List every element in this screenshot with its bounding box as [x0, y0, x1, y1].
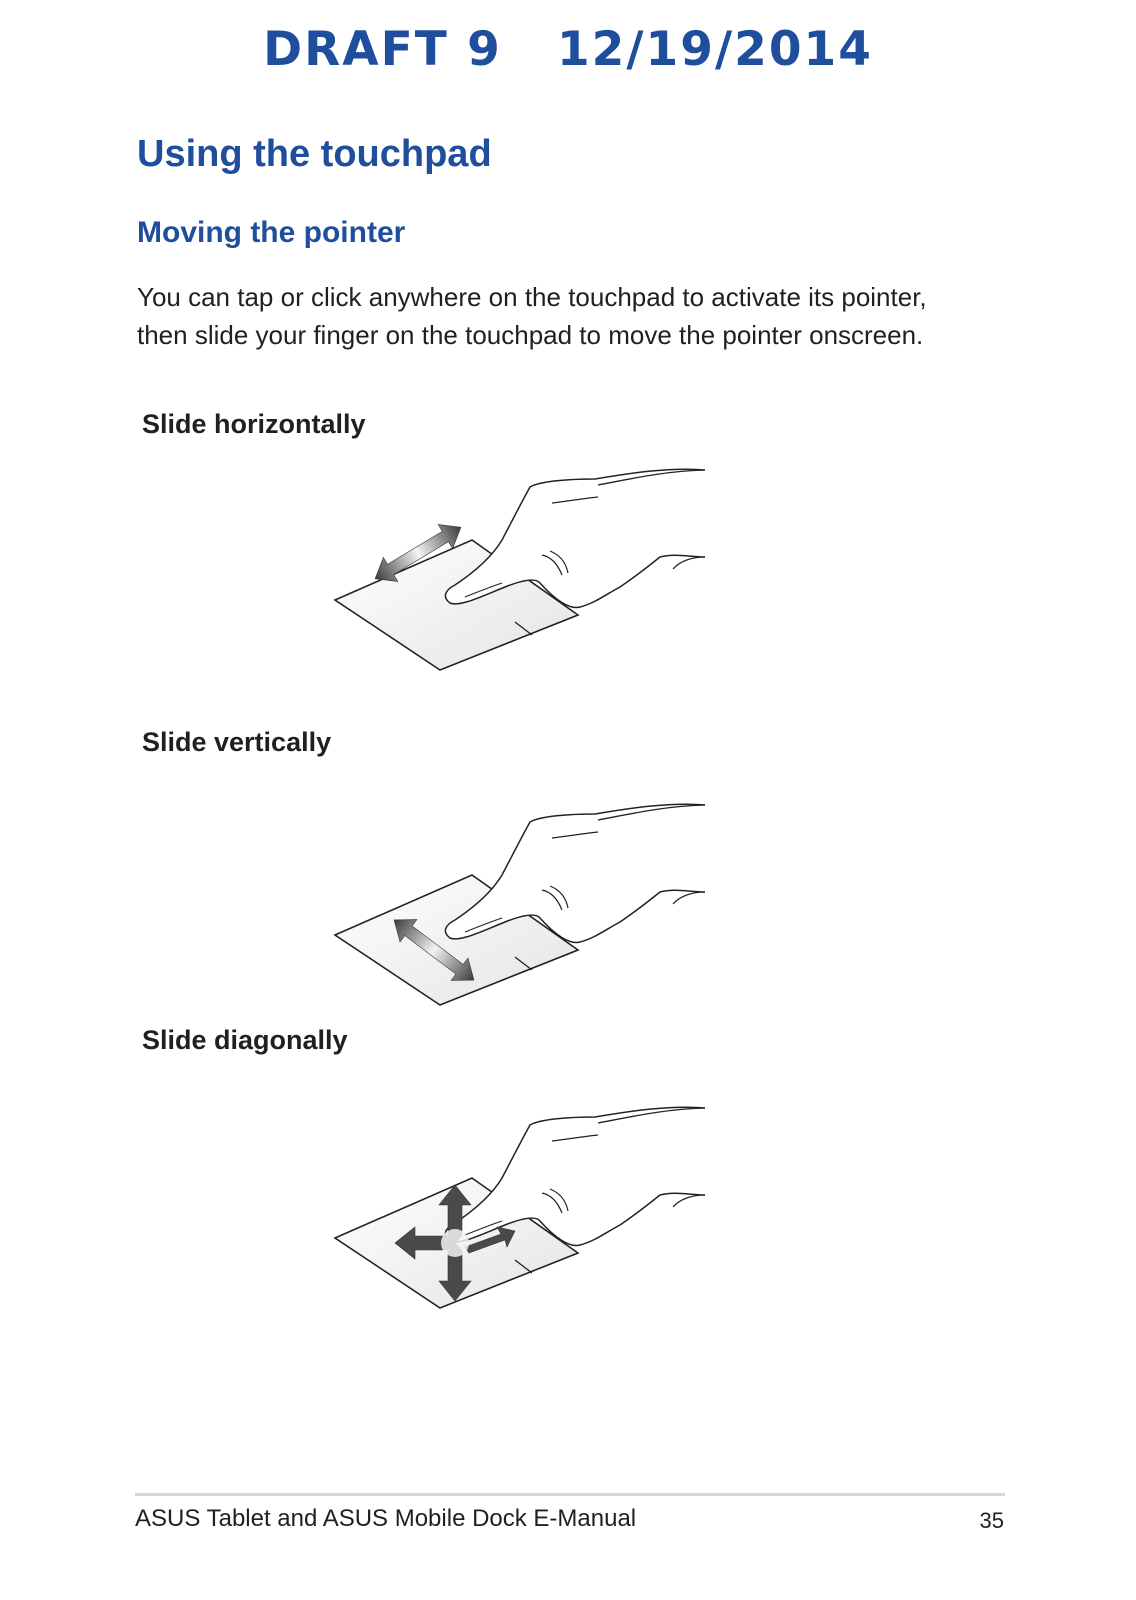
page-number: 35: [979, 1508, 1004, 1533]
touchpad-slide-diagonal-icon: [330, 1103, 720, 1323]
draft-date: 12/19/2014: [556, 22, 873, 77]
gesture-label-horizontal: Slide horizontally: [142, 409, 366, 439]
section-body: [137, 278, 1037, 354]
touchpad-slide-vertical-icon: [330, 800, 720, 1020]
footer-manual-title: ASUS Tablet and ASUS Mobile Dock E-Manual: [135, 1505, 637, 1532]
body-line: then slide your finger on the touchpad to move the pointer onscreen.: [137, 320, 924, 350]
draft-stamp: [0, 22, 1136, 77]
footer-divider: [135, 1493, 1005, 1496]
gesture-label-diagonal: Slide diagonally: [142, 1025, 348, 1055]
gesture-label-vertical: Slide vertically: [142, 727, 332, 757]
page-title: Using the touchpad: [137, 133, 492, 175]
section-heading: Moving the pointer: [137, 216, 406, 249]
touchpad-slide-horizontal-icon: [330, 465, 720, 685]
draft-label: DRAFT 9: [263, 22, 502, 77]
body-line: You can tap or click anywhere on the touchpad to activate its pointer,: [137, 282, 927, 312]
